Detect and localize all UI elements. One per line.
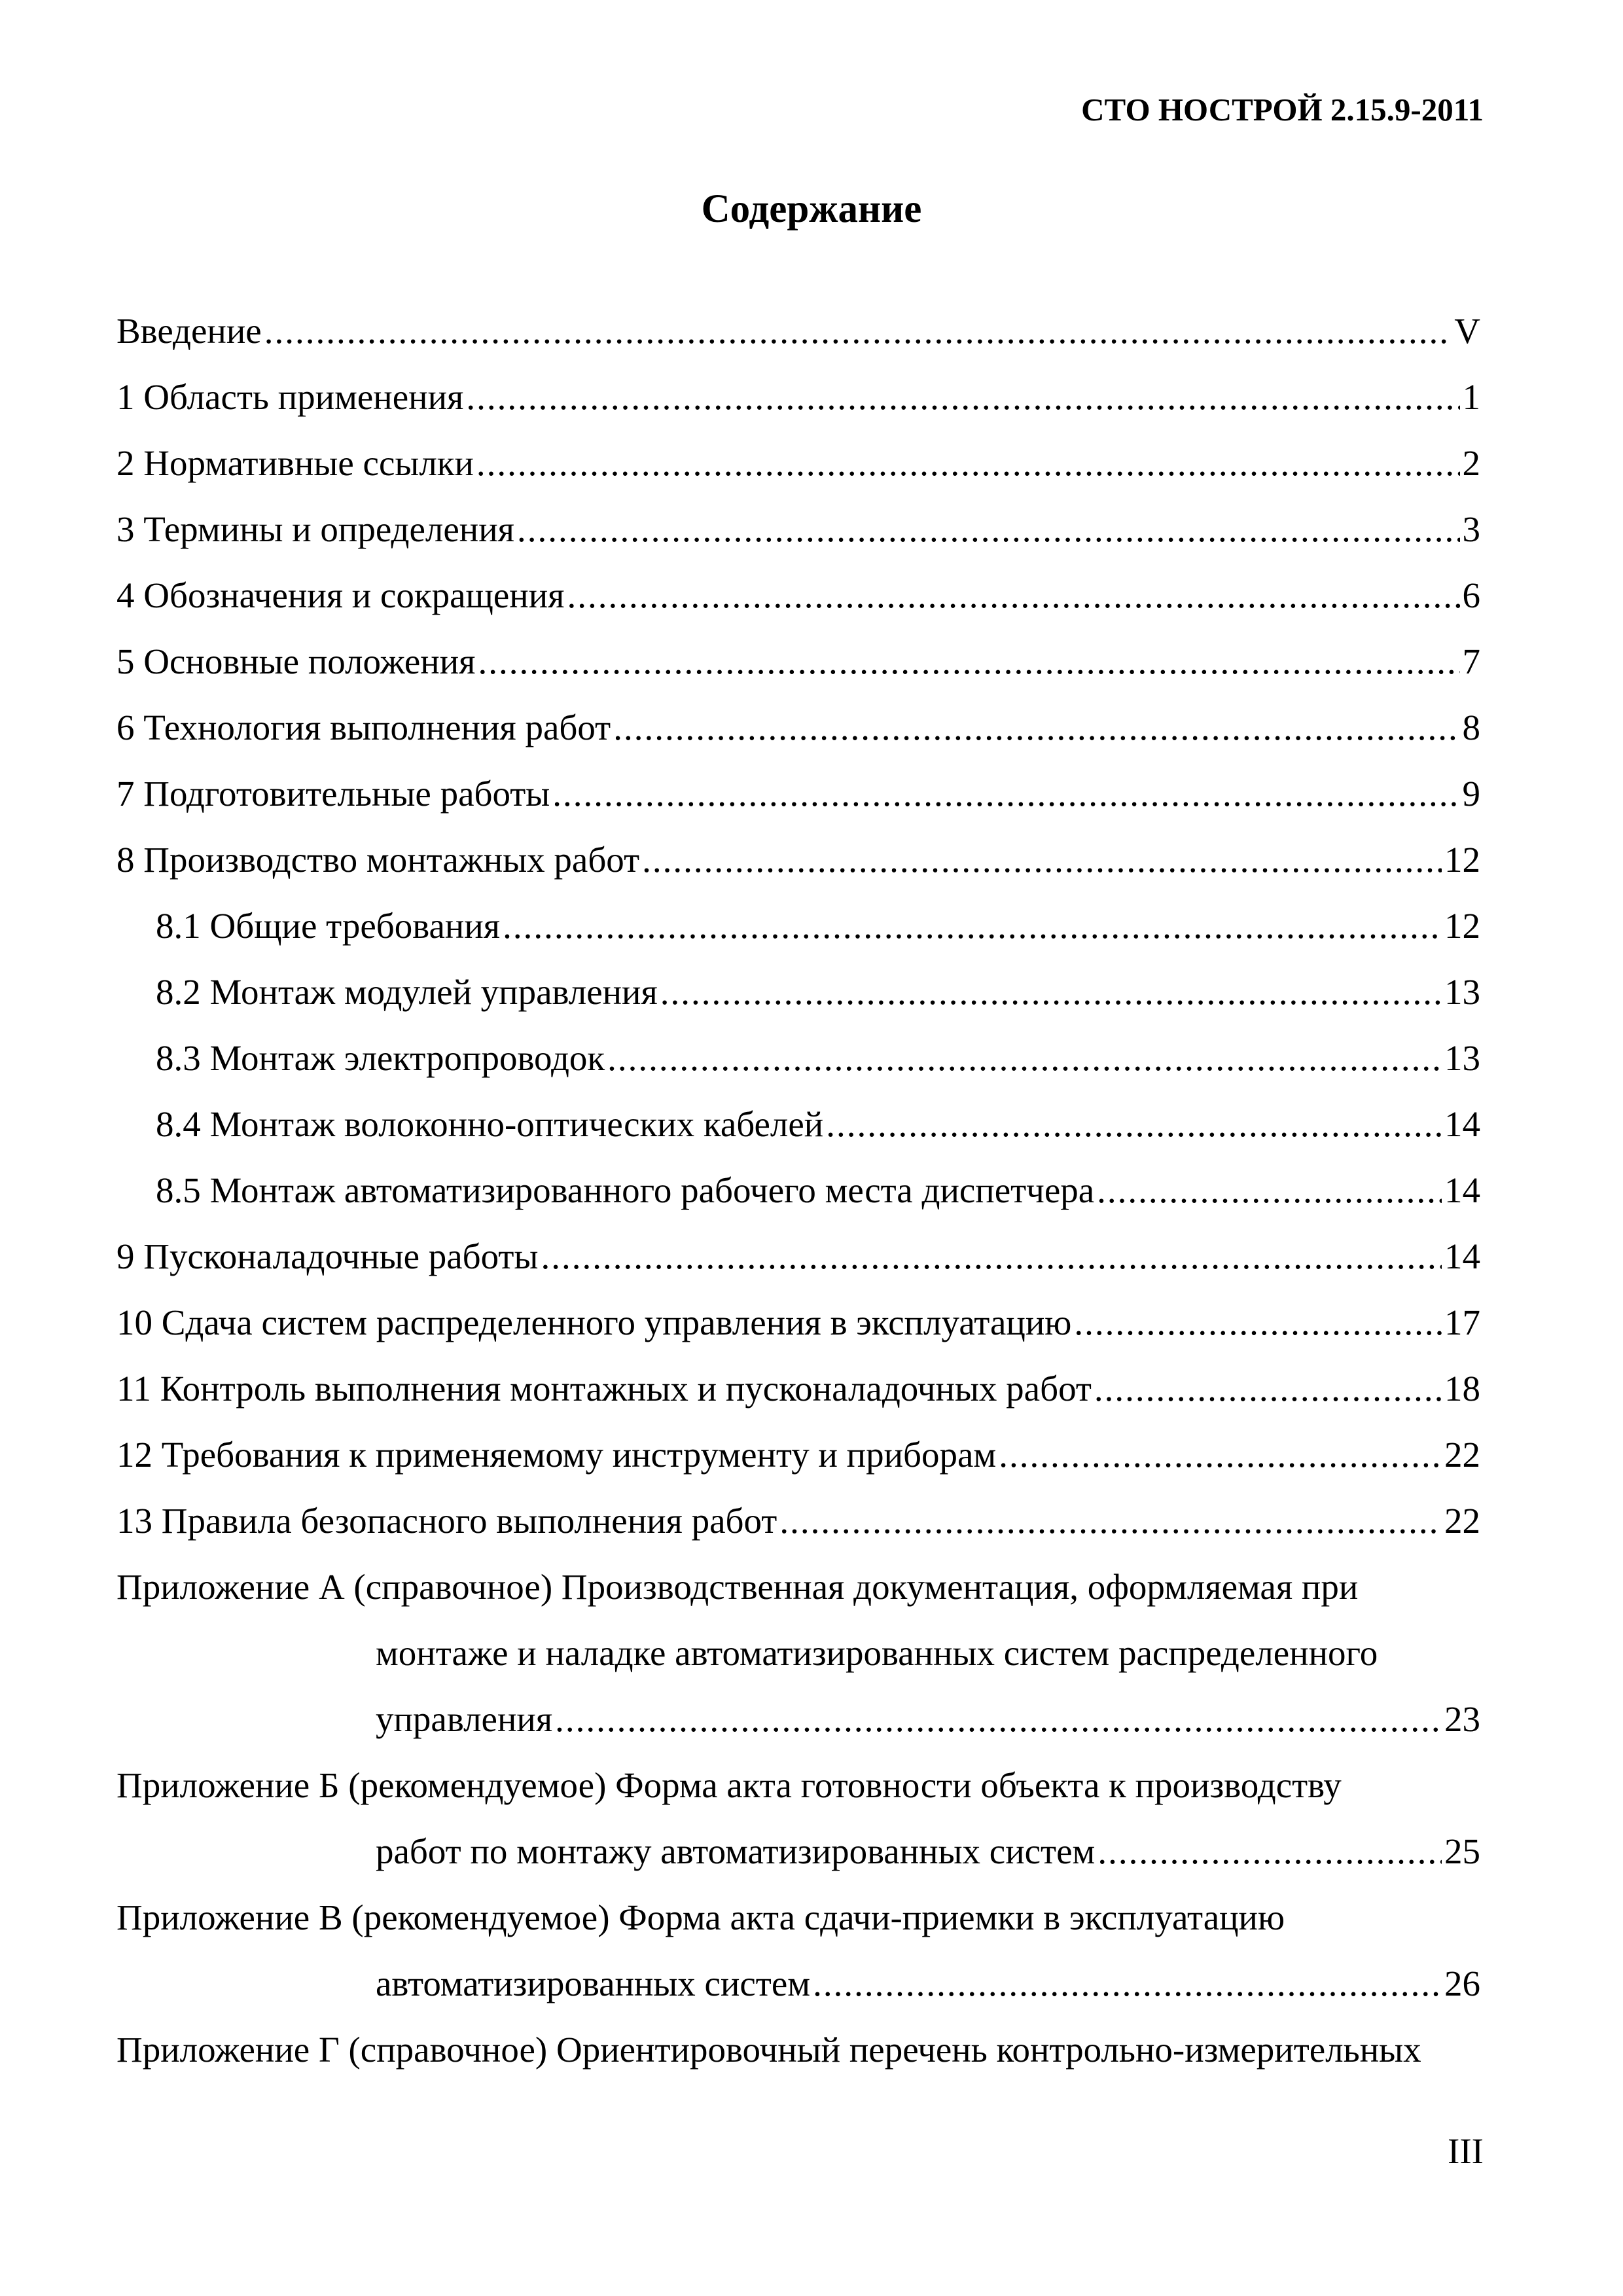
toc-entry[interactable] [116,827,1480,893]
toc-entry-page: 3 [1462,509,1480,549]
toc-entry-text: 1 Область применения [116,377,464,417]
toc-entry-page: 14 [1444,1170,1480,1210]
toc-entry-text: 4 Обозначения и сокращения [116,575,565,615]
toc-appendix-entry[interactable] [116,2017,1480,2083]
toc-entry-text: 2 Нормативные ссылки [116,443,474,483]
toc-leader [613,694,1459,761]
toc-entry-page: 1 [1462,377,1480,417]
toc-entry-page: 22 [1444,1501,1480,1541]
toc-entry-page: 14 [1444,1236,1480,1276]
toc-leader [779,1488,1442,1554]
toc-entry-page: 14 [1444,1104,1480,1144]
toc-leader [1094,1355,1442,1422]
toc-entry-text: 8.3 Монтаж электропроводок [156,1038,605,1078]
toc-entry-page: 13 [1444,1038,1480,1078]
toc-entry[interactable] [116,364,1480,430]
toc-subentry[interactable] [116,1025,1480,1091]
toc-subentry[interactable] [116,1091,1480,1157]
toc-leader [813,1950,1442,2017]
page-number: III [1448,2131,1484,2171]
toc-entry[interactable] [116,562,1480,628]
toc-entry-continuation[interactable] [116,1686,1480,1752]
toc-entry-text: 9 Пусконаладочные работы [116,1236,539,1276]
toc-entry[interactable] [116,1289,1480,1355]
toc-entry-continuation[interactable] [116,1818,1480,1884]
toc-entry[interactable] [116,430,1480,496]
toc-entry[interactable] [116,1488,1480,1554]
toc-entry-page: V [1454,311,1480,351]
toc-entry-page: 12 [1444,906,1480,946]
toc-entry-text: 11 Контроль выполнения монтажных и пусконаладочных работ [116,1369,1092,1408]
toc-entry-text: 8 Производство монтажных работ [116,840,640,880]
toc-leader [607,1025,1442,1091]
toc-entry[interactable] [116,298,1480,364]
page-title: Содержание [701,187,922,231]
toc-entry-page: 26 [1444,1964,1480,2003]
toc-entry-page: 18 [1444,1369,1480,1408]
toc-leader [1097,1157,1442,1223]
toc-entry-text: 6 Технология выполнения работ [116,708,611,747]
toc-leader [999,1422,1442,1488]
toc-subentry[interactable] [116,959,1480,1025]
toc-entry-page: 12 [1444,840,1480,880]
toc-leader [478,628,1459,694]
toc-entry-page: 6 [1462,575,1480,615]
toc-leader [466,364,1459,430]
toc-entry-text: Приложение Г (справочное) Ориентировочный перечень контрольно-измерительных [116,2030,1421,2070]
toc-leader [826,1091,1442,1157]
table-of-contents [116,298,1480,2083]
toc-entry[interactable] [116,761,1480,827]
toc-entry-text: 5 Основные положения [116,641,476,681]
toc-entry-page: 17 [1444,1302,1480,1342]
toc-entry-text: 8.4 Монтаж волоконно-оптических кабелей [156,1104,824,1144]
toc-leader [660,959,1442,1025]
toc-entry-page: 8 [1462,708,1480,747]
toc-leader [476,430,1460,496]
toc-entry-page: 9 [1462,774,1480,814]
toc-leader [1074,1289,1442,1355]
toc-leader [555,1686,1442,1752]
toc-entry-text: 13 Правила безопасного выполнения работ [116,1501,777,1541]
toc-appendix-entry[interactable] [116,1884,1480,1950]
toc-entry[interactable] [116,1422,1480,1488]
toc-entry-page: 25 [1444,1831,1480,1871]
toc-leader [1097,1818,1442,1884]
toc-entry-text: Приложение Б (рекомендуемое) Форма акта готовности объекта к производству [116,1765,1342,1805]
toc-entry-text: 8.5 Монтаж автоматизированного рабочего места диспетчера [156,1170,1095,1210]
toc-subentry[interactable] [116,893,1480,959]
toc-entry[interactable] [116,496,1480,562]
toc-leader [503,893,1442,959]
toc-entry[interactable] [116,1223,1480,1289]
toc-entry-text: 12 Требования к применяемому инструменту и приборам [116,1435,997,1475]
toc-entry-page: 23 [1444,1699,1480,1739]
toc-leader [642,827,1442,893]
toc-entry-page: 22 [1444,1435,1480,1475]
toc-leader [264,298,1452,364]
toc-entry-text: 8.1 Общие требования [156,906,501,946]
toc-entry-text: 3 Термины и определения [116,509,514,549]
toc-entry-continuation[interactable] [116,1950,1480,2017]
toc-entry-text: автоматизированных систем [376,1964,811,2003]
toc-entry-text: работ по монтажу автоматизированных систем [376,1831,1096,1871]
document-code: СТО НОСТРОЙ 2.15.9-2011 [1081,92,1484,128]
toc-entry-text: 8.2 Монтаж модулей управления [156,972,658,1012]
toc-entry[interactable] [116,628,1480,694]
toc-leader [541,1223,1442,1289]
toc-appendix-entry[interactable] [116,1752,1480,1818]
toc-entry-text: Приложение А (справочное) Производственная документация, оформляемая при [116,1567,1359,1607]
toc-entry-text: монтаже и наладке автоматизированных систем распределенного [376,1633,1378,1673]
toc-appendix-entry[interactable] [116,1554,1480,1620]
toc-entry-text: управления [376,1699,553,1739]
toc-entry-text: 7 Подготовительные работы [116,774,550,814]
toc-leader [552,761,1459,827]
toc-entry-continuation[interactable] [116,1620,1480,1686]
toc-entry-page: 13 [1444,972,1480,1012]
toc-entry-text: Введение [116,311,262,351]
toc-entry[interactable] [116,694,1480,761]
toc-entry-text: Приложение В (рекомендуемое) Форма акта сдачи-приемки в эксплуатацию [116,1897,1285,1937]
toc-entry[interactable] [116,1355,1480,1422]
toc-leader [567,562,1459,628]
toc-entry-page: 7 [1462,641,1480,681]
toc-entry-text: 10 Сдача систем распределенного управления в эксплуатацию [116,1302,1072,1342]
toc-leader [517,496,1460,562]
toc-subentry[interactable] [116,1157,1480,1223]
toc-entry-page: 2 [1462,443,1480,483]
